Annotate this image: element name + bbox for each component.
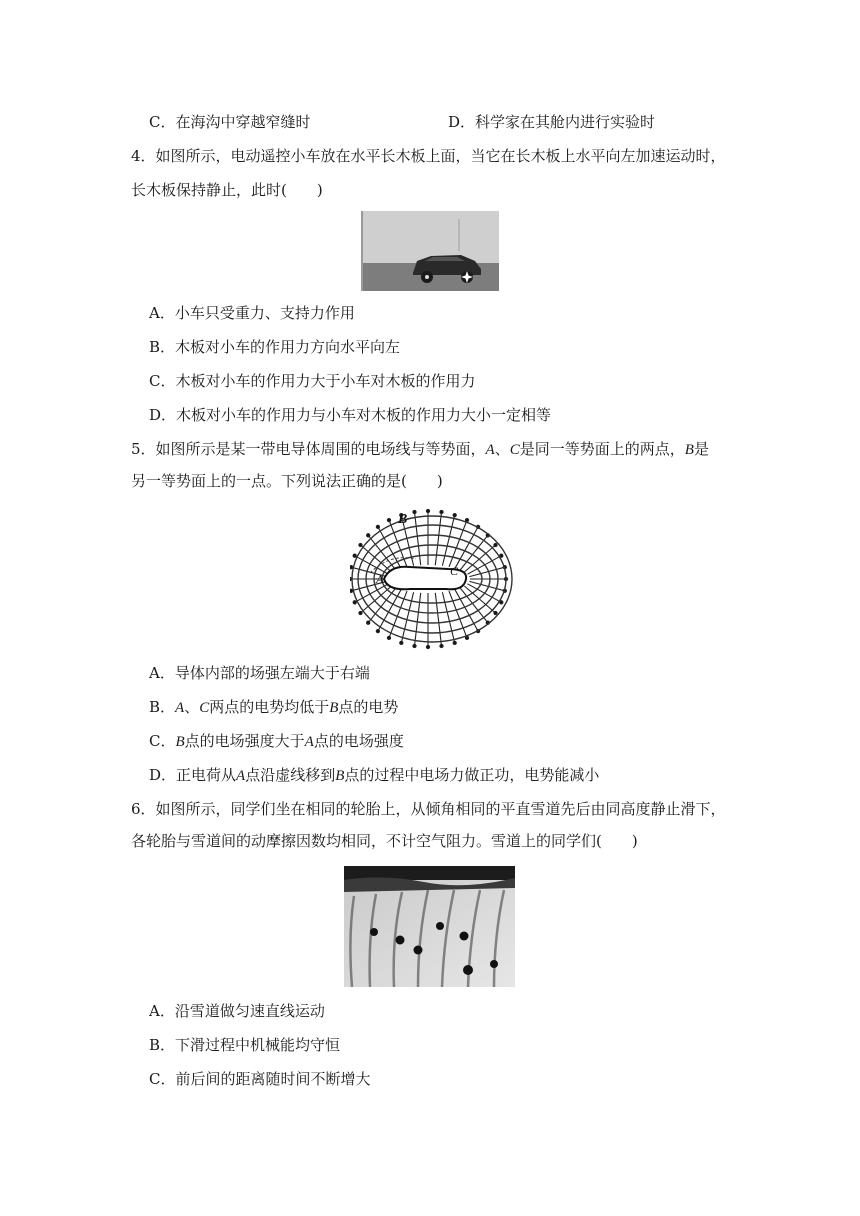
figure-label-a: A — [376, 572, 384, 586]
q5-stem-line1: 5．如图所示是某一带电导体周围的电场线与等势面，A、C是同一等势面上的两点，B是 — [131, 440, 709, 458]
q4-stem-line2: 长木板保持静止，此时( ) — [131, 181, 323, 199]
q4-option-a: A．小车只受重力、支持力作用 — [149, 304, 355, 322]
q6-option-c: C．前后间的距离随时间不断增大 — [149, 1070, 371, 1088]
q5-option-b: B．A、C两点的电势均低于B点的电势 — [149, 698, 399, 716]
q4-toy-car-photo — [361, 211, 499, 291]
q4-option-c: C．木板对小车的作用力大于小车对木板的作用力 — [149, 372, 476, 390]
field-line-arrow — [376, 630, 379, 633]
field-line-arrow — [359, 543, 362, 546]
field-line-arrow — [453, 641, 456, 644]
field-line-arrow — [350, 566, 353, 569]
field-line-arrow — [387, 636, 390, 639]
field-line-arrow — [413, 644, 416, 647]
field-line — [435, 593, 441, 646]
field-line-arrow — [494, 611, 497, 614]
q3-option-c: C．在海沟中穿越窄缝时 — [149, 113, 311, 131]
figure-label-c: C — [450, 564, 459, 578]
figure-label-b: B — [398, 512, 408, 527]
field-line-arrow — [359, 611, 362, 614]
field-line — [415, 593, 421, 646]
point-b-label: B — [684, 442, 694, 458]
q5-option-d: D．正电荷从A点沿虚线移到B点的过程中电场力做正功，电势能减小 — [149, 766, 600, 784]
field-line-arrow — [440, 644, 443, 647]
q5-stem-line2: 另一等势面上的一点。下列说法正确的是( ) — [131, 472, 443, 490]
field-line-arrow — [353, 601, 356, 604]
field-line-arrow — [387, 519, 390, 522]
q5-electric-field-diagram — [350, 503, 516, 651]
q5-option-a: A．导体内部的场强左端大于右端 — [149, 664, 370, 682]
field-line-arrow — [353, 554, 356, 557]
field-line-arrow — [350, 589, 353, 592]
field-line-arrow — [367, 534, 370, 537]
field-line-arrow — [376, 525, 379, 528]
field-line-arrow — [367, 621, 370, 624]
point-c-label: C — [509, 442, 520, 458]
field-line — [435, 512, 441, 565]
q3-option-d: D．科学家在其舱内进行实验时 — [448, 113, 656, 131]
field-line-arrow — [426, 509, 429, 512]
point-a-label: A — [485, 442, 495, 458]
q6-option-a: A．沿雪道做匀速直线运动 — [149, 1002, 325, 1020]
q6-snow-slope-photo — [344, 866, 515, 987]
q4-option-b: B．木板对小车的作用力方向水平向左 — [149, 338, 401, 356]
field-line-arrow — [494, 543, 497, 546]
q5-option-c: C．B点的电场强度大于A点的电场强度 — [149, 732, 404, 750]
field-line — [415, 512, 421, 565]
q4-stem-line1: 4．如图所示，电动遥控小车放在水平长木板上面，当它在长木板上水平向左加速运动时， — [131, 147, 726, 165]
field-line-arrow — [413, 510, 416, 513]
q6-stem-line1: 6．如图所示，同学们坐在相同的轮胎上，从倾角相同的平直雪道先后由同高度静止滑下， — [131, 800, 726, 818]
q4-option-d: D．木板对小车的作用力与小车对木板的作用力大小一定相等 — [149, 406, 552, 424]
field-line-arrow — [400, 641, 403, 644]
field-line-arrow — [426, 645, 429, 648]
q6-option-b: B．下滑过程中机械能均守恒 — [149, 1036, 341, 1054]
q6-stem-line2: 各轮胎与雪道间的动摩擦因数均相同，不计空气阻力。雪道上的同学们( ) — [131, 832, 638, 850]
field-line-arrow — [453, 514, 456, 517]
field-line-arrow — [440, 510, 443, 513]
